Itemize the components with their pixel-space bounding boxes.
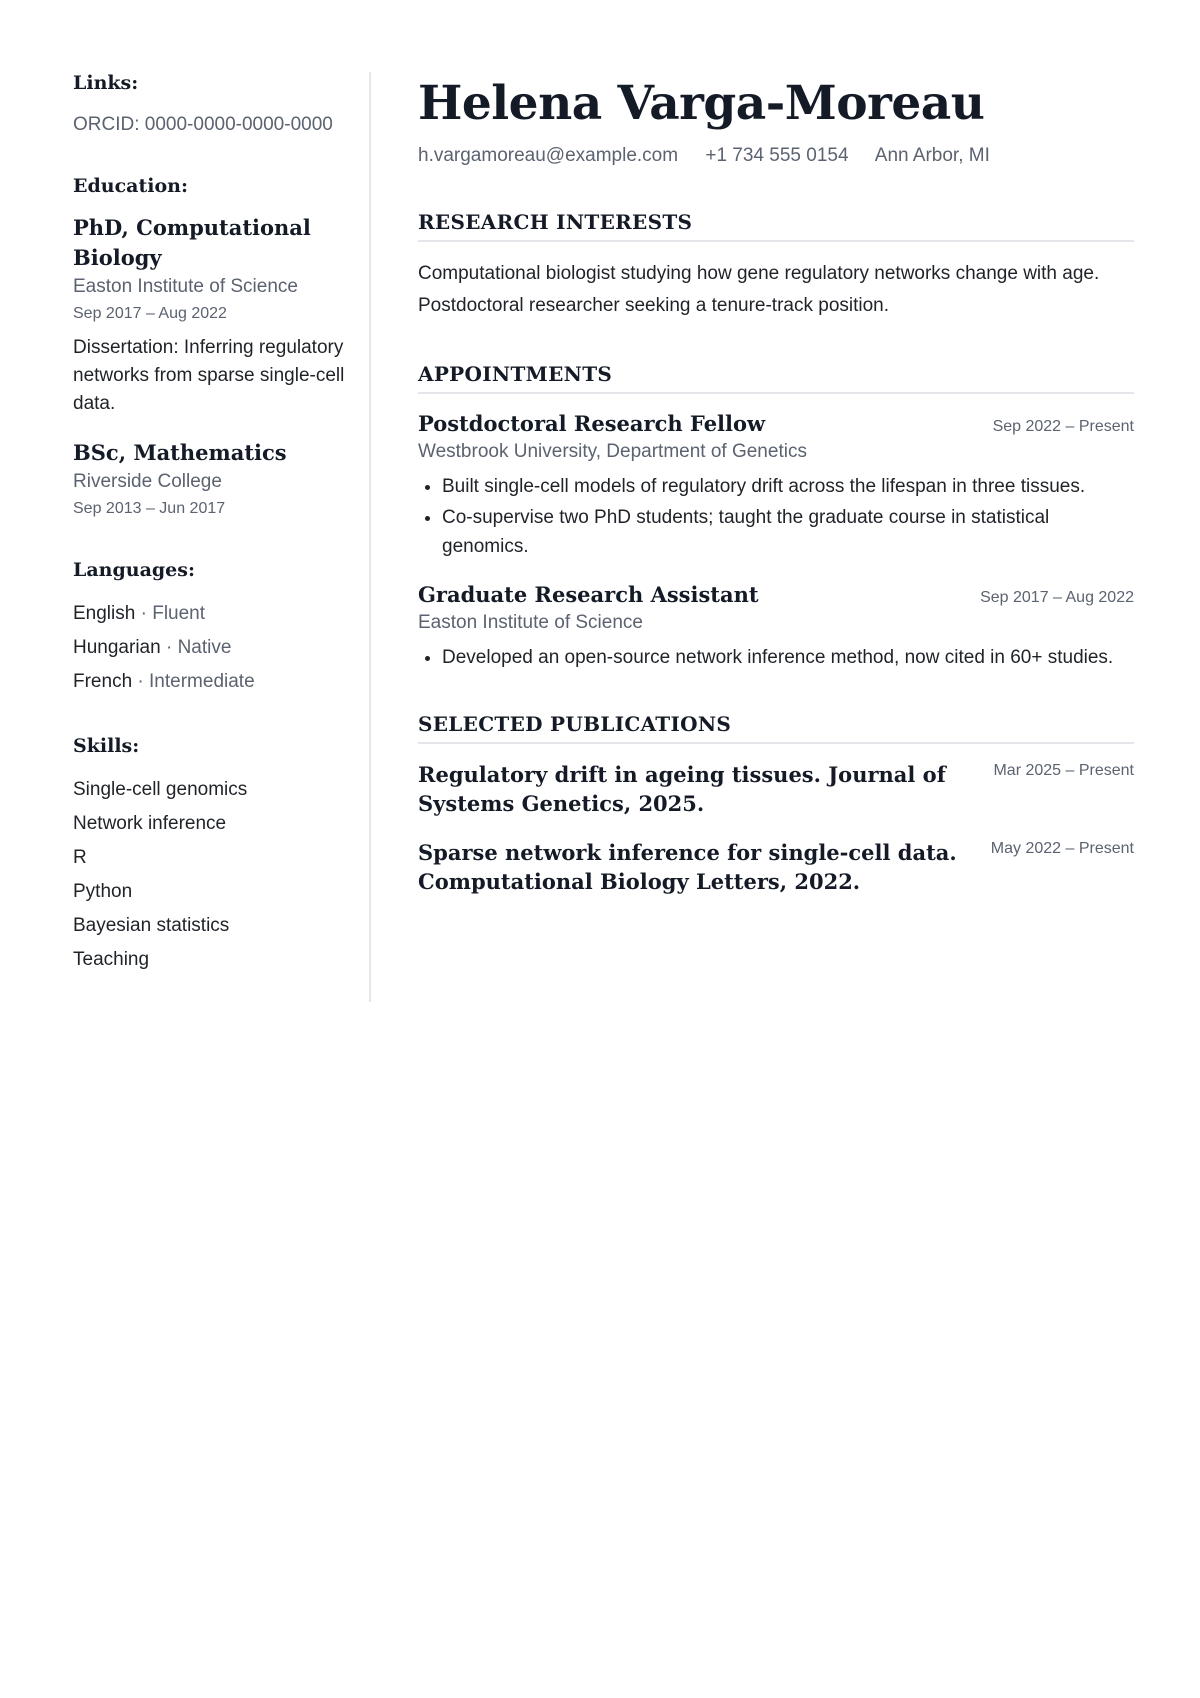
skill-item: Python <box>73 881 133 902</box>
degree-title: BSc, Mathematics <box>73 440 287 465</box>
column-divider <box>369 72 371 1002</box>
publication-item <box>418 760 1134 818</box>
publications-section <box>418 712 1134 896</box>
education-dates: Sep 2017 – Aug 2022 <box>73 305 227 322</box>
candidate-name: Helena Varga-Moreau <box>418 76 985 131</box>
separator-dot: · <box>132 671 150 692</box>
research-section <box>418 210 1134 322</box>
bullet-item: • Developed an open-source network inference method, now cited in 60+ studies. <box>442 643 1134 672</box>
skill-item: R <box>73 847 87 868</box>
language-item <box>73 597 355 631</box>
sidebar <box>73 70 355 1011</box>
phone-number[interactable]: +1 734 555 0154 <box>705 145 849 166</box>
appointment-item <box>418 410 1134 561</box>
publications-heading: SELECTED PUBLICATIONS <box>418 712 1134 744</box>
appointment-item <box>418 581 1134 672</box>
language-level: Native <box>177 637 232 658</box>
orcid-link[interactable]: ORCID: 0000-0000-0000-0000 <box>73 114 333 135</box>
job-organization: Westbrook University, Department of Genetics <box>418 441 807 462</box>
languages-heading: Languages: <box>73 559 195 581</box>
skills-section <box>73 733 355 977</box>
school-name: Easton Institute of Science <box>73 276 298 297</box>
skill-item: Bayesian statistics <box>73 915 230 936</box>
appointments-section <box>418 362 1134 672</box>
publication-dates: Mar 2025 – Present <box>993 762 1134 779</box>
research-summary: Computational biologist studying how gene regulatory networks change with age. Postdoctoral researcher seeking a tenure-track position. <box>418 263 1100 316</box>
language-name: French <box>73 671 133 692</box>
education-item <box>73 438 355 523</box>
publication-title: Regulatory drift in ageing tissues. Journal of Systems Genetics, 2025. <box>418 762 946 816</box>
job-title: Graduate Research Assistant <box>418 582 759 607</box>
research-heading: RESEARCH INTERESTS <box>418 210 1134 242</box>
job-dates: Sep 2022 – Present <box>992 418 1134 435</box>
links-heading: Links: <box>73 72 139 94</box>
skills-heading: Skills: <box>73 735 140 757</box>
education-section <box>73 173 355 523</box>
language-level: Fluent <box>152 603 206 624</box>
skill-item: Network inference <box>73 813 227 834</box>
skill-item: Teaching <box>73 949 150 970</box>
skill-item: Single-cell genomics <box>73 779 248 800</box>
appointment-header <box>418 410 1134 438</box>
school-name: Riverside College <box>73 471 222 492</box>
education-heading: Education: <box>73 175 188 197</box>
language-name: English <box>73 603 136 624</box>
appointments-heading: APPOINTMENTS <box>418 362 1134 394</box>
appointment-header <box>418 581 1134 609</box>
publication-dates: May 2022 – Present <box>990 840 1134 857</box>
education-item <box>73 213 355 418</box>
language-name: Hungarian <box>73 637 161 658</box>
separator-dot: · <box>135 603 153 624</box>
dissertation-note: Dissertation: Inferring regulatory networks from sparse single-cell data. <box>73 337 345 414</box>
languages-section <box>73 557 355 699</box>
degree-title: PhD, Computational Biology <box>73 215 311 270</box>
bullet-item: • Built single-cell models of regulatory drift across the lifespan in three tissues. <box>442 472 1134 501</box>
email-link[interactable]: h.vargamoreau@example.com <box>418 145 679 166</box>
job-title: Postdoctoral Research Fellow <box>418 411 766 436</box>
links-section <box>73 70 355 139</box>
location: Ann Arbor, MI <box>874 145 990 166</box>
job-dates: Sep 2017 – Aug 2022 <box>980 589 1134 606</box>
contact-line <box>418 142 1134 170</box>
publication-item <box>418 838 1134 896</box>
job-organization: Easton Institute of Science <box>418 612 643 633</box>
publication-title: Sparse network inference for single-cell data. Computational Biology Letters, 2022. <box>418 840 957 894</box>
education-dates: Sep 2013 – Jun 2017 <box>73 500 226 517</box>
job-bullets <box>418 472 1134 561</box>
language-item <box>73 665 355 699</box>
bullet-item: • Co-supervise two PhD students; taught the graduate course in statistical genomics. <box>442 503 1134 561</box>
separator-dot: · <box>160 637 178 658</box>
language-level: Intermediate <box>149 671 255 692</box>
language-item <box>73 631 355 665</box>
job-bullets <box>418 643 1134 672</box>
main-content <box>418 72 1134 916</box>
